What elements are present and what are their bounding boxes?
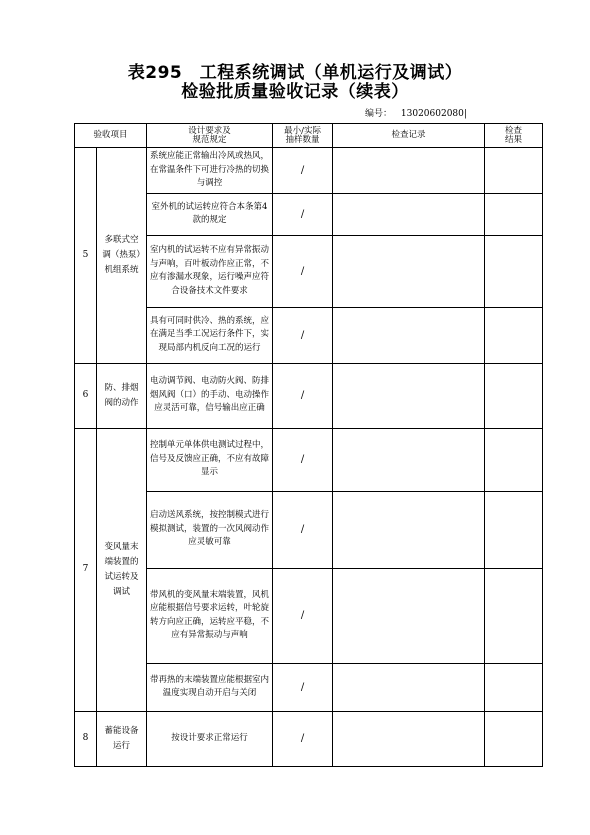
inspection-record-cell[interactable] [333,428,485,491]
sample-quantity: / [273,193,333,235]
col-header-qty: 最小/实际 抽样数量 [273,124,333,148]
page-subtitle: 检验批质量验收记录（续表） [181,82,409,102]
inspection-record-cell[interactable] [333,363,485,428]
sample-quantity: / [273,235,333,307]
inspection-result-cell[interactable] [485,193,543,235]
spec-text: 具有可同时供冷、热的系统，应在满足当季工况运行条件下，实现局部内机反向工况的运行 [147,307,273,363]
sample-quantity: / [273,663,333,711]
item-name: 蓄能设备运行 [97,711,147,766]
item-number: 5 [75,148,97,364]
spec-text: 电动调节阀、电动防火阀、防排烟风阀（口）的手动、电动操作应灵活可靠，信号输出应正确 [147,363,273,428]
sample-quantity: / [273,363,333,428]
spec-text: 系统应能正常输出冷风或热风，在常温条件下可进行冷热的切换与调控 [147,148,273,194]
table-row [75,148,543,194]
inspection-result-cell[interactable] [485,148,543,194]
inspection-record-cell[interactable] [333,711,485,766]
table-row [75,363,543,428]
table-row [75,428,543,491]
item-name: 多联式空调（热泵）机组系统 [97,148,147,364]
sample-quantity: / [273,307,333,363]
inspection-result-cell[interactable] [485,428,543,491]
inspection-record-cell[interactable] [333,193,485,235]
col-header-spec: 设计要求及 规范规定 [147,124,273,148]
inspection-record-cell[interactable] [333,235,485,307]
item-number: 7 [75,428,97,711]
spec-text: 按设计要求正常运行 [147,711,273,766]
table-row [75,711,543,766]
item-name: 变风量末端装置的试运转及调试 [97,428,147,711]
record-code: 编号： 13020602080| [365,106,467,119]
inspection-result-cell[interactable] [485,568,543,663]
inspection-result-cell[interactable] [485,491,543,568]
inspection-result-cell[interactable] [485,307,543,363]
spec-text: 启动送风系统，按控制模式进行模拟测试，装置的一次风阀动作应灵敏可靠 [147,491,273,568]
inspection-table [74,123,543,767]
page-title: 表295 工程系统调试（单机运行及调试） [127,63,463,83]
item-number: 8 [75,711,97,766]
col-header-record: 检查记录 [333,124,485,148]
inspection-result-cell[interactable] [485,235,543,307]
header-row [75,124,543,148]
inspection-record-cell[interactable] [333,568,485,663]
sample-quantity: / [273,711,333,766]
spec-text: 控制单元单体供电测试过程中，信号及反馈应正确，不应有故障显示 [147,428,273,491]
inspection-result-cell[interactable] [485,663,543,711]
item-number: 6 [75,363,97,428]
spec-text: 室外机的试运转应符合本条第4款的规定 [147,193,273,235]
inspection-record-cell[interactable] [333,148,485,194]
col-header-result: 检查 结果 [485,124,543,148]
inspection-result-cell[interactable] [485,711,543,766]
spec-text: 室内机的试运转不应有异常振动与声响，百叶板动作应正常，不应有渗漏水现象，运行噪声应符合设备技术文件要求 [147,235,273,307]
inspection-record-cell[interactable] [333,307,485,363]
col-header-item: 验收项目 [75,124,147,148]
inspection-result-cell[interactable] [485,363,543,428]
sample-quantity: / [273,568,333,663]
sample-quantity: / [273,148,333,194]
item-name: 防、排烟阀的动作 [97,363,147,428]
inspection-record-cell[interactable] [333,491,485,568]
sample-quantity: / [273,428,333,491]
spec-text: 带风机的变风量末端装置，风机应能根据信号要求运转，叶轮旋转方向应正确，运转应平稳，不应有异常振动与声响 [147,568,273,663]
sample-quantity: / [273,491,333,568]
inspection-record-cell[interactable] [333,663,485,711]
code-label: 编号： [365,109,393,119]
spec-text: 带再热的末端装置应能根据室内温度实现自动开启与关闭 [147,663,273,711]
code-value: 13020602080 [400,109,464,119]
